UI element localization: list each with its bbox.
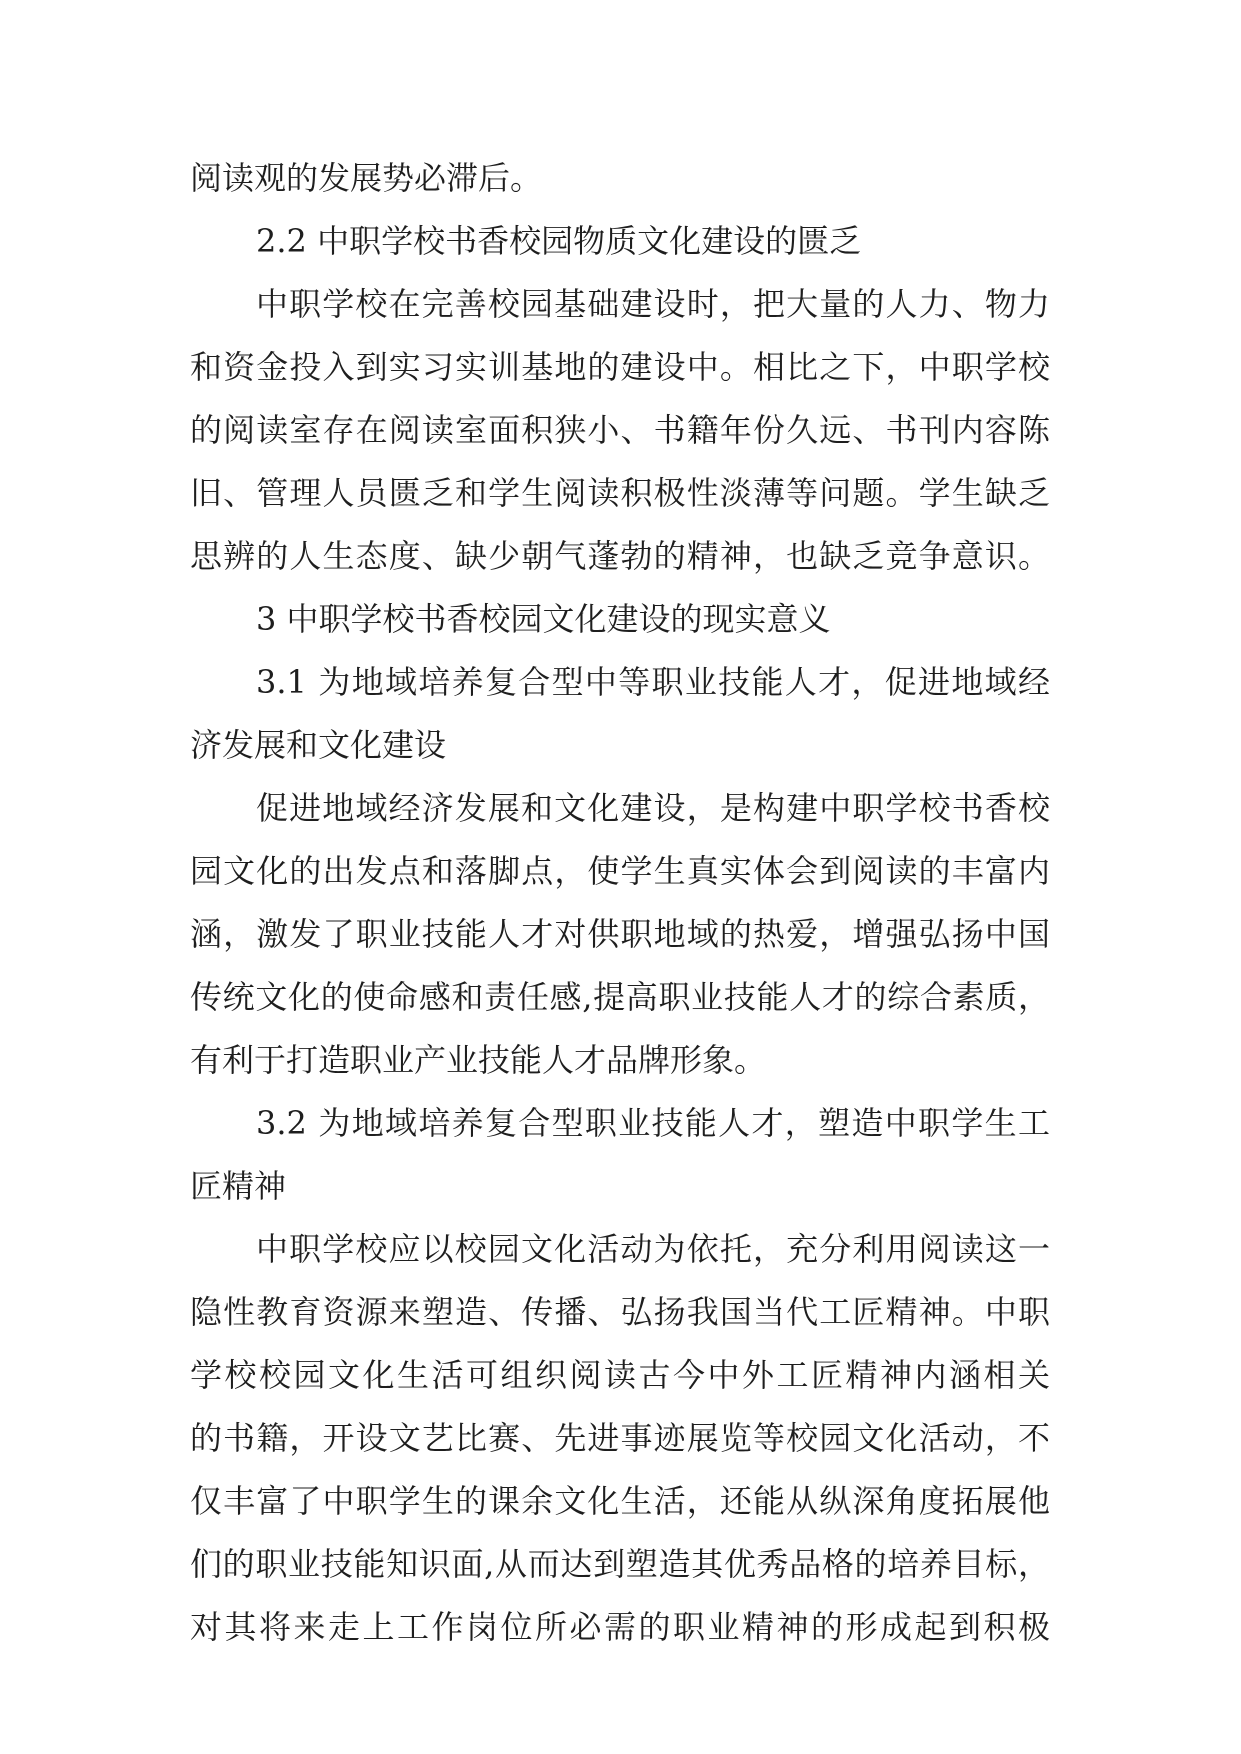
text-line: 涵，激发了职业技能人才对供职地域的热爱，增强弘扬中国 <box>190 915 1050 953</box>
text-line: 促进地域经济发展和文化建设，是构建中职学校书香校 <box>256 789 1050 827</box>
section-heading: 匠精神 <box>190 1167 287 1205</box>
text-line: 中职学校应以校园文化活动为依托，充分利用阅读这一 <box>256 1230 1050 1268</box>
text-line: 和资金投入到实习实训基地的建设中。相比之下，中职学校 <box>190 348 1050 386</box>
text-line: 的阅读室存在阅读室面积狭小、书籍年份久远、书刊内容陈 <box>190 411 1050 449</box>
text-line: 思辨的人生态度、缺少朝气蓬勃的精神，也缺乏竞争意识。 <box>190 537 1050 575</box>
text-line: 传统文化的使命感和责任感,提高职业技能人才的综合素质， <box>190 978 1050 1016</box>
section-heading: 3.2 为地域培养复合型职业技能人才，塑造中职学生工 <box>256 1104 1050 1142</box>
text-line: 有利于打造职业产业技能人才品牌形象。 <box>190 1041 767 1079</box>
text-line: 的书籍，开设文艺比赛、先进事迹展览等校园文化活动，不 <box>190 1419 1050 1457</box>
text-line: 阅读观的发展势必滞后。 <box>190 159 543 197</box>
text-line: 学校校园文化生活可组织阅读古今中外工匠精神内涵相关 <box>190 1356 1050 1394</box>
text-line: 中职学校在完善校园基础建设时，把大量的人力、物力 <box>256 285 1050 323</box>
text-line: 园文化的出发点和落脚点，使学生真实体会到阅读的丰富内 <box>190 852 1050 890</box>
section-heading: 3.1 为地域培养复合型中等职业技能人才，促进地域经 <box>256 663 1050 701</box>
text-line: 隐性教育资源来塑造、传播、弘扬我国当代工匠精神。中职 <box>190 1293 1050 1331</box>
section-heading: 济发展和文化建设 <box>190 726 447 764</box>
section-heading: 2.2 中职学校书香校园物质文化建设的匮乏 <box>256 222 862 260</box>
text-line: 对其将来走上工作岗位所必需的职业精神的形成起到积极 <box>190 1608 1050 1646</box>
text-line: 旧、管理人员匮乏和学生阅读积极性淡薄等问题。学生缺乏 <box>190 474 1050 512</box>
section-heading: 3 中职学校书香校园文化建设的现实意义 <box>256 600 831 638</box>
text-line: 仅丰富了中职学生的课余文化生活，还能从纵深角度拓展他 <box>190 1482 1050 1520</box>
text-line: 们的职业技能知识面,从而达到塑造其优秀品格的培养目标， <box>190 1545 1050 1583</box>
